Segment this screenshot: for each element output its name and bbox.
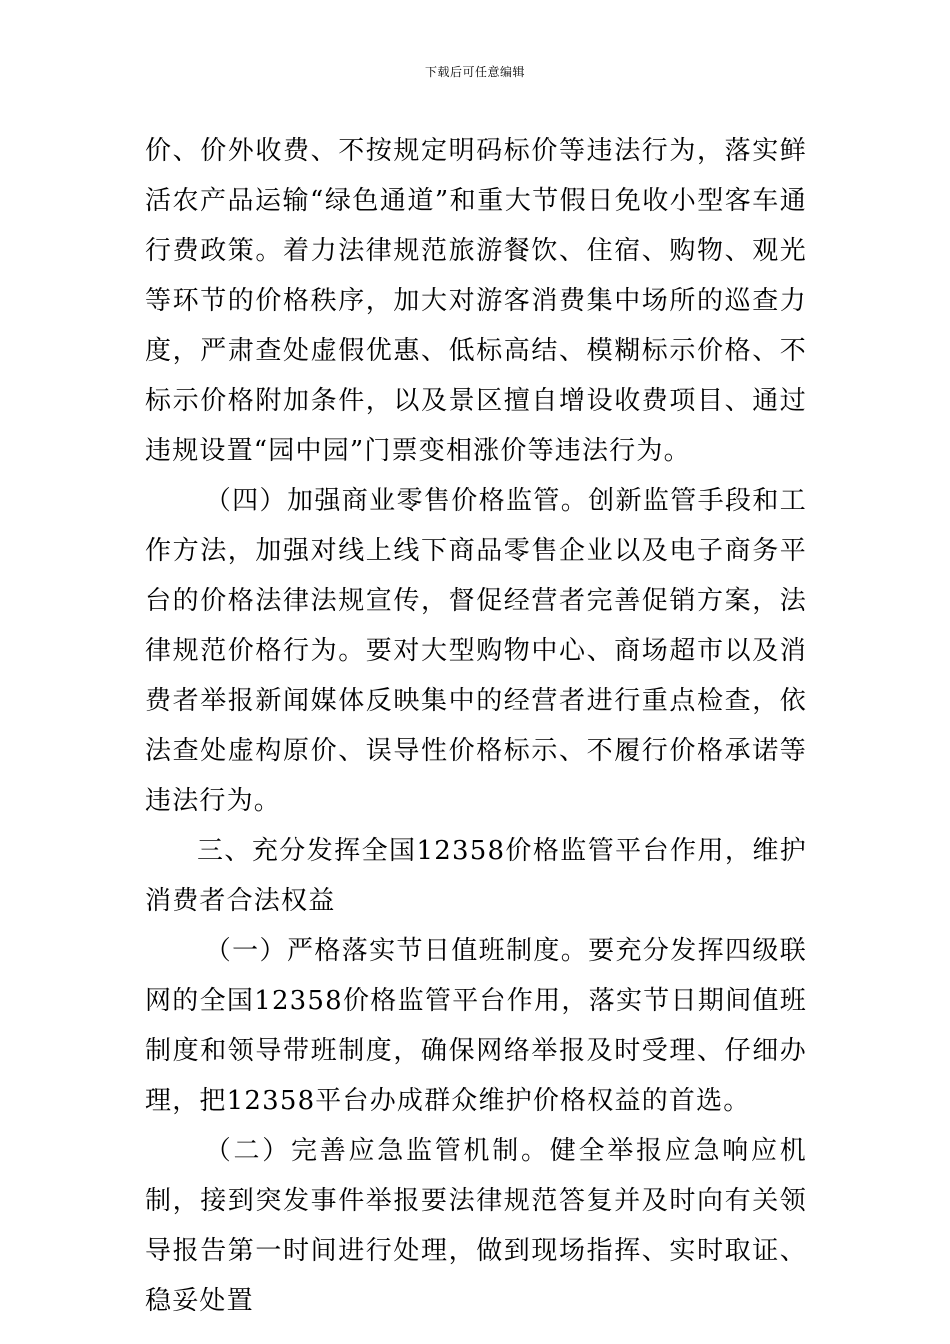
paragraph-emergency-supervision: （二）完善应急监管机制。健全举报应急响应机制，接到突发事件举报要法律规范答复并及时向有关领导报告第一时间进行处理，做到现场指挥、实时取证、稳妥处置 <box>145 1136 807 1316</box>
page-header: 下载后可任意编辑 <box>424 65 525 79</box>
paragraph-continuation: 价、价外收费、不按规定明码标价等违法行为，落实鲜活农产品运输“绿色通道”和重大节假日免收小型客车通行费政策。着力法律规范旅游餐饮、住宿、购物、观光等环节的价格秩序，加大对游客消费集中场所的巡查力度，严肃查处虚假优惠、低标高结、模糊标示价格、不标示价格附加条件，以及景区擅自增设收费项目、通过违规设置“园中园”门票变相涨价等违法行为。 <box>145 136 807 466</box>
paragraph-holiday-duty-system: （一）严格落实节日值班制度。要充分发挥四级联网的全国12358价格监管平台作用，落实节日期间值班制度和领导带班制度，确保网络举报及时受理、仔细办理，把12358平台办成群众维护价格权益的首选。 <box>145 936 807 1116</box>
document-body <box>145 126 807 1326</box>
paragraph-retail-price-supervision: （四）加强商业零售价格监管。创新监管手段和工作方法，加强对线上线下商品零售企业以及电子商务平台的价格法律法规宣传，督促经营者完善促销方案，法律规范价格行为。要对大型购物中心、商场超市以及消费者举报新闻媒体反映集中的经营者进行重点检查，依法查处虚构原价、误导性价格标示、不履行价格承诺等违法行为。 <box>145 486 807 816</box>
section-heading-12358-platform: 三、充分发挥全国12358价格监管平台作用，维护消费者合法权益 <box>145 836 807 916</box>
